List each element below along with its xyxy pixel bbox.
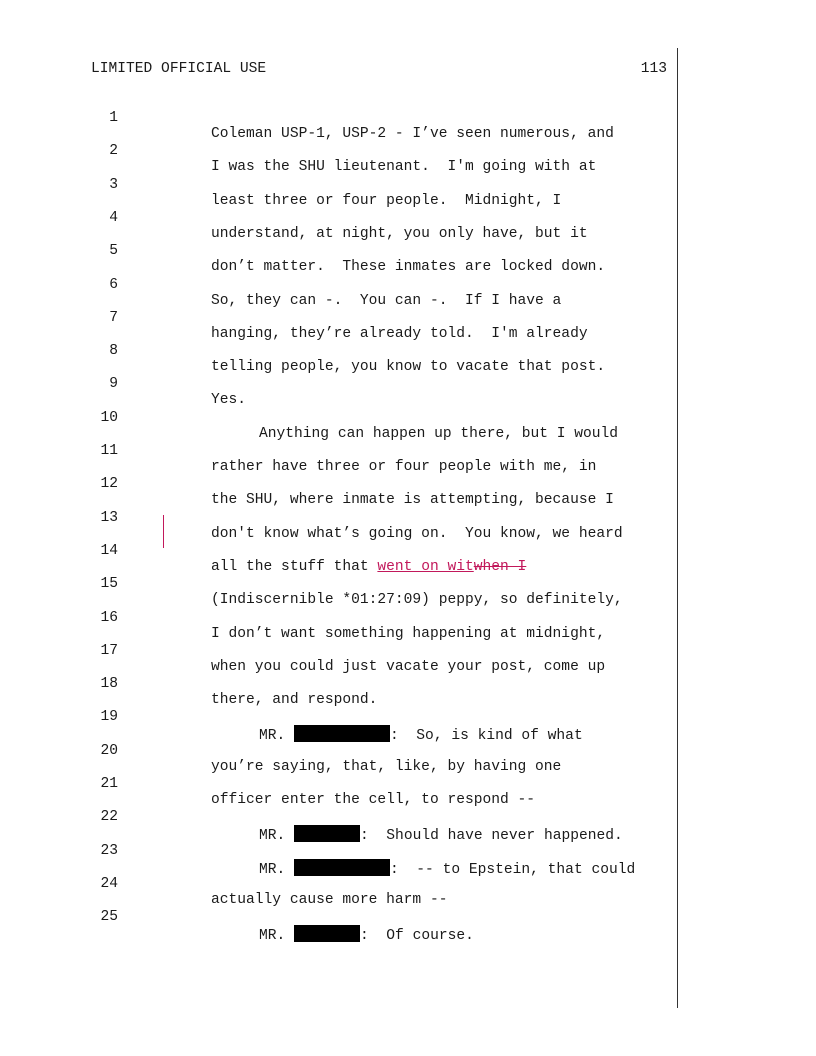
line-text: Coleman USP-1, USP-2 - I’ve seen numerous, and: [211, 126, 614, 142]
line-text: don’t matter. These inmates are locked down.: [211, 259, 606, 276]
line-text: (Indiscernible *01:27:09) peppy, so definitely,: [211, 592, 623, 609]
transcript-line: [0, 893, 680, 945]
line-number: 11: [100, 443, 118, 459]
transcript-line: [0, 660, 680, 709]
line-number: 8: [109, 343, 118, 360]
transcript-line: [0, 527, 680, 575]
redaction-box: [294, 925, 360, 942]
speaker-prefix: MR.: [259, 928, 295, 945]
line-text: telling people, you know to vacate that post.: [211, 359, 606, 376]
transcript-line: [0, 327, 680, 376]
line-number: 14: [100, 542, 118, 559]
line-number: 9: [109, 376, 118, 393]
header-confidentiality-label: LIMITED OFFICIAL USE: [91, 61, 267, 77]
line-number: 25: [100, 909, 118, 926]
speaker-prefix: MR.: [259, 728, 295, 745]
line-number: 18: [100, 676, 118, 693]
transcript-line: [0, 127, 680, 176]
line-number: 15: [100, 576, 118, 593]
line-text: So, they can -. You can -. If I have a: [211, 292, 562, 309]
transcript-line: [0, 460, 680, 509]
line-text: Yes.: [211, 392, 247, 409]
line-number: 17: [100, 642, 118, 659]
line-text: Anything can happen up there, but I would: [259, 425, 619, 442]
speaker-line-text: : Of course.: [360, 928, 474, 945]
line-text: when you could just vacate your post, come up: [211, 658, 606, 675]
line-number: 5: [109, 243, 118, 260]
line-number: 16: [100, 609, 118, 626]
line-number: 1: [109, 110, 118, 126]
line-text: officer enter the cell, to respond --: [211, 792, 536, 808]
transcript-line: [0, 827, 680, 878]
line-text: [211, 925, 474, 944]
speaker-prefix: MR.: [259, 828, 295, 845]
speaker-line-text: : So, is kind of what: [390, 728, 583, 745]
line-text: don't know what’s going on. You know, we heard: [211, 525, 623, 542]
transcript-line: [0, 860, 680, 908]
line-text: the SHU, where inmate is attempting, because I: [211, 492, 614, 509]
transcript-line: [0, 161, 680, 209]
line-number: 23: [100, 842, 118, 859]
line-text: actually cause more harm --: [211, 891, 448, 908]
transcript-line: [0, 727, 680, 775]
speaker-line-text: : Should have never happened.: [360, 828, 623, 845]
transcript-line: [0, 194, 680, 242]
transcript-line: [0, 627, 680, 675]
speaker-line-text: : -- to Epstein, that could: [390, 861, 636, 878]
line-text: least three or four people. Midnight, I: [211, 192, 562, 209]
line-number: 20: [100, 742, 118, 759]
line-number: 6: [109, 276, 118, 293]
line-text: you’re saying, that, like, by having one: [211, 758, 562, 775]
line-number: 24: [100, 875, 118, 892]
line-number: 4: [109, 209, 118, 226]
transcript-line: [0, 594, 680, 642]
line-text-plain: all the stuff that: [211, 558, 378, 575]
transcript-line: [0, 227, 680, 276]
line-number: 10: [100, 409, 118, 426]
transcript-line: [0, 760, 680, 808]
transcript-line: [0, 294, 680, 342]
line-text: I was the SHU lieutenant. I'm going with at: [211, 159, 597, 176]
transcript-line: [0, 427, 680, 475]
line-number: 21: [100, 776, 118, 792]
line-text: rather have three or four people with me, in: [211, 459, 597, 475]
line-text: understand, at night, you only have, but it: [211, 225, 588, 242]
line-number: 2: [109, 143, 118, 160]
line-number: 22: [100, 809, 118, 826]
transcript-line: [0, 394, 680, 442]
page-number: 113: [640, 61, 667, 77]
line-number: 12: [100, 476, 118, 493]
line-number: 3: [109, 176, 118, 193]
line-text: hanging, they’re already told. I'm already: [211, 325, 588, 342]
line-text: there, and respond.: [211, 692, 378, 709]
transcript-line: [0, 793, 680, 845]
transcript-line: [0, 360, 680, 409]
transcript-line: [0, 94, 680, 142]
line-number: 7: [109, 309, 118, 326]
transcript-line: [0, 560, 680, 609]
transcript-line: [0, 261, 680, 309]
tracked-deletion: when I: [473, 558, 527, 575]
line-number: 13: [100, 509, 118, 526]
speaker-prefix: MR.: [259, 861, 295, 878]
transcript-line: [0, 494, 680, 542]
tracked-insertion: went on wit: [377, 558, 474, 575]
line-number: 19: [100, 709, 118, 726]
transcript-line: [0, 693, 680, 745]
line-text: I don’t want something happening at midnight,: [211, 625, 606, 642]
